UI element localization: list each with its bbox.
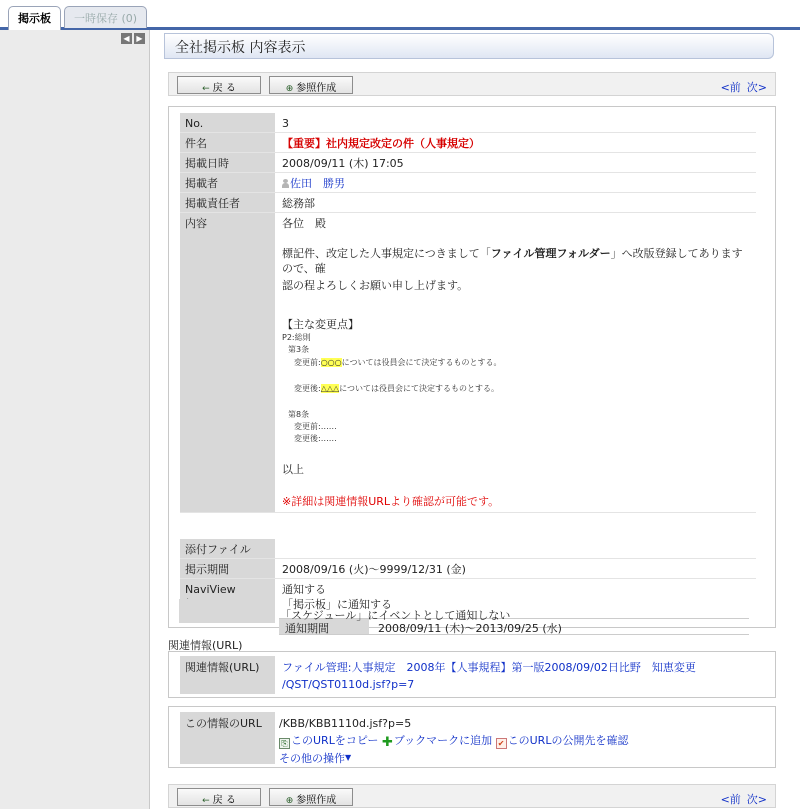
poster-cell <box>279 173 756 192</box>
change-art8-before: 変更前:…… <box>294 422 337 431</box>
url-value: /KBB/KBB1110d.jsf?p=5 <box>279 717 412 730</box>
dropdown-arrow-icon: ▼ <box>345 753 352 762</box>
row-poster <box>180 173 756 193</box>
other-ops-link[interactable]: その他の操作▼ <box>279 752 352 765</box>
check-icon: ✔ <box>496 738 507 749</box>
tab-bar <box>0 0 800 30</box>
back-label: 戻 る <box>212 795 236 806</box>
related-link[interactable] <box>282 659 696 693</box>
back-button[interactable] <box>177 76 261 94</box>
date-label: 掲載日時 <box>180 153 275 172</box>
row-owner <box>180 193 756 213</box>
back-label: 戻 る <box>212 83 236 94</box>
naviview-label-extend <box>179 599 274 623</box>
notify-period-label: 通知期間 <box>279 619 369 634</box>
change-before: 変更前:○○○については役員会にて決定するものとする。 <box>294 358 502 367</box>
related-link-line1[interactable]: ファイル管理:人事規定 2008年【人事規程】第一版2008/09/02日比野 知恵変更 <box>282 661 696 674</box>
arrow-left-icon: ← <box>202 84 210 94</box>
nav-next-link[interactable]: 次> <box>746 793 767 806</box>
nav-prev-link[interactable]: <前 <box>720 793 741 806</box>
content-note: ※詳細は関連情報URLより確認が可能です。 <box>282 495 500 508</box>
arrow-left-icon: ← <box>202 796 210 806</box>
record-nav-bottom <box>715 791 767 807</box>
copy-create-icon: ⊕ <box>285 84 294 94</box>
url-actions <box>279 732 628 749</box>
check-publish-link[interactable]: このURLの公開先を確認 <box>507 734 629 747</box>
related-link-line2[interactable]: /QST/QST0110d.jsf?p=7 <box>282 678 415 691</box>
ref-create-button[interactable] <box>269 76 353 94</box>
period-label: 掲示期間 <box>180 559 275 578</box>
tab-temp-save[interactable]: 一時保存 (0) <box>64 6 147 28</box>
content-label: 内容 <box>180 213 275 512</box>
change-art3: 第3条 <box>288 345 310 354</box>
poster-label: 掲載者 <box>180 173 275 192</box>
naviview-line2: 「掲示板」に通知する <box>282 598 392 611</box>
content-paragraph-line2: 認の程よろしくお願い申し上げます。 <box>282 279 469 292</box>
tab-bulletin-board[interactable]: 掲示板 <box>8 6 61 30</box>
subject-label: 件名 <box>180 133 275 152</box>
content-body <box>279 213 756 512</box>
change-art8: 第8条 <box>288 410 310 419</box>
main-content <box>150 30 800 809</box>
url-info-panel <box>168 706 776 768</box>
top-action-bar <box>168 72 776 96</box>
folder-name: ファイル管理フォルダー <box>490 247 611 260</box>
content-greeting: 各位 殿 <box>282 217 326 230</box>
content-paragraph: 標記件、改定した人事規定につきまして「ファイル管理フォルダー」へ改版登録してありますので、確 <box>282 247 743 275</box>
page-title: 全社掲示板 内容表示 <box>164 33 774 59</box>
nav-prev-link[interactable]: <前 <box>720 81 741 94</box>
copy-create-icon: ⊕ <box>285 796 294 806</box>
row-date <box>180 153 756 173</box>
highlight-before: ○○○ <box>320 358 342 367</box>
nav-next-link[interactable]: 次> <box>746 81 767 94</box>
detail-panel <box>168 106 776 635</box>
change-p2: P2:総則 <box>282 333 311 342</box>
ref-create-label: 参照作成 <box>296 795 337 806</box>
changes-heading: 【主な変更点】 <box>282 318 359 331</box>
ref-create-button-bottom[interactable] <box>269 788 353 806</box>
naviview-line3: 「スケジュール」にイベントとして通知しない <box>280 609 511 622</box>
naviview-label: NaviView <box>180 579 275 623</box>
row-subject <box>180 133 756 153</box>
add-icon: ✚ <box>381 735 393 750</box>
url-info-body <box>279 715 628 767</box>
row-no <box>180 113 756 133</box>
sidebar-collapse-icon[interactable]: ◀ <box>121 33 132 44</box>
owner-value: 総務部 <box>282 197 315 210</box>
copy-url-link[interactable]: このURLをコピー <box>291 734 379 747</box>
attach-label: 添付ファイル <box>180 539 275 558</box>
highlight-after: △△△ <box>320 384 340 393</box>
related-label: 関連情報(URL) <box>180 656 275 694</box>
copy-icon: ⎘ <box>279 738 290 749</box>
person-icon <box>282 179 289 188</box>
attach-value <box>279 539 756 558</box>
row-content <box>180 213 756 513</box>
notify-period-value: 2008/09/11 (木)〜2013/09/25 (水) <box>378 622 562 635</box>
naviview-line1: 通知する <box>282 583 326 596</box>
url-info-label: この情報のURL <box>180 712 275 764</box>
change-art8-after: 変更後:…… <box>294 434 337 443</box>
bottom-action-bar <box>168 784 776 808</box>
related-section-label: 関連情報(URL) <box>168 639 243 652</box>
poster-link[interactable]: 佐田 勝男 <box>290 177 345 190</box>
period-value: 2008/09/16 (火)〜9999/12/31 (金) <box>282 563 466 576</box>
owner-label: 掲載責任者 <box>180 193 275 212</box>
add-bookmark-link[interactable]: ブックマークに追加 <box>393 734 493 747</box>
subject-value: 【重要】社内規定改定の件（人事規定） <box>282 137 480 150</box>
row-period <box>180 559 756 579</box>
record-nav <box>715 79 767 95</box>
change-after: 変更後:△△△については役員会にて決定するものとする。 <box>294 384 500 393</box>
ref-create-label: 参照作成 <box>296 83 337 94</box>
date-value: 2008/09/11 (木) 17:05 <box>282 157 404 170</box>
no-label: No. <box>180 113 275 132</box>
no-value: 3 <box>282 117 289 130</box>
back-button-bottom[interactable] <box>177 788 261 806</box>
content-closing: 以上 <box>282 463 304 476</box>
sidebar-expand-icon[interactable]: ▶ <box>134 33 145 44</box>
related-panel <box>168 651 776 698</box>
sidebar <box>0 30 150 809</box>
row-attach <box>180 539 756 559</box>
